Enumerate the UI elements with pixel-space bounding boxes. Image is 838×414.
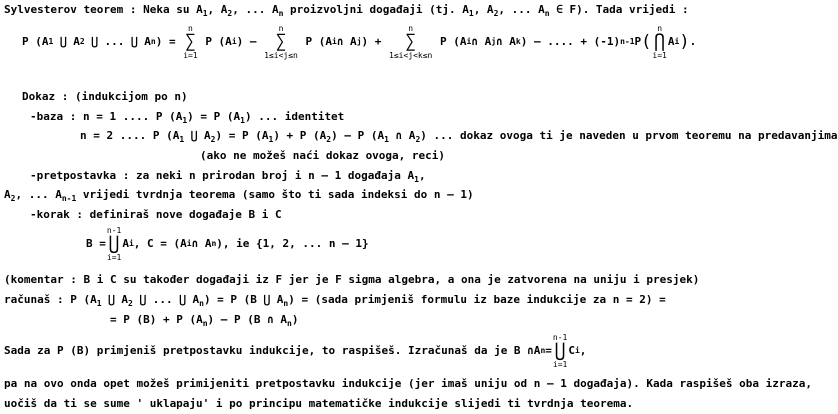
proof-base-n1: -baza : n = 1 .... P $(A_1) = P$ $(A_1)$ ... identitet <box>30 110 345 126</box>
proof-label: Dokaz : (indukcijom po n) <box>22 90 188 103</box>
big-union-c: n-1 ⋃ i=1 <box>552 333 568 369</box>
sum-operator-1: n ∑ i=1 <box>183 24 198 60</box>
induction-line: Sada za P (B) primjeniš pretpostavku indukcije, to raspišeš. Izračunaš da je B ∩An= n-1 ⋃ i=1 Ci, <box>4 333 587 369</box>
big-intersection: n ⋂ i=1 <box>652 24 667 60</box>
proof-step: -korak : definiraš nove događaje B i C <box>30 208 282 221</box>
comment-line: (komentar : B i C su također događaji iz F jer je F sigma algebra, a ona je zatvorena na uniju i presjek) <box>4 273 700 286</box>
proof-base-n2: n = 2 .... P ($A_1$ ⋃ $A_2) = P$ $(A_1) + P$ $(A_2)$ – P ($A_1$ ∩ $A_2$) ... dokaz ovoga ti je naveden u prvom teoremu na predavanjima <box>80 129 838 145</box>
sylvester-formula: P (A1 ⋃ A2 ⋃ ... ⋃ An) = n ∑ i=1 P (Ai) – n ∑ 1≤i<j≤n P (Ai∩ Aj) + n ∑ 1≤i<j<k≤n P (Ai∩ Aj∩ Ak) – .... + (-1)n-1P( n ⋂ i=1 Ai). <box>22 24 697 60</box>
big-union-b: n-1 ⋃ i=1 <box>106 226 122 262</box>
calculation-line-2: = P (B) + P $(A_n)$ – P (B ∩ $A_n$) <box>110 313 299 329</box>
theorem-title: Sylvesterov teorem : <box>4 3 137 16</box>
proof-hypothesis-cont: $A_2$, ... $A_{n-1}$ vrijedi tvrdnja teorema (samo što ti sada indeksi do n – 1) <box>4 188 474 204</box>
proof-hypothesis: -pretpostavka : za neki n prirodan broj i n – 1 događaja $A_1$, <box>30 169 426 185</box>
proof-note: (ako ne možeš naći dokaz ovoga, reci) <box>200 149 446 162</box>
theorem-statement: Sylvesterov teorem : Neka su $A_1$, $A_2$, ... $A_n$ proizvoljni događaji (tj. $A_1$, $A_2$, ... $A_n$ ∈ F). Tada vrijedi : <box>4 3 689 19</box>
definition-b-c: B = n-1 ⋃ i=1 Ai, C = (Ai∩ An), ie {1, 2, ... n – 1} <box>86 226 369 262</box>
sum-operator-3: n ∑ 1≤i<j<k≤n <box>389 24 433 60</box>
final-line-2: uočiš da ti se sume ' uklapaju' i po principu matematičke indukcije slijedi ti tvrdnja teorema. <box>4 397 634 410</box>
intro-prefix: Neka su <box>143 3 197 16</box>
calculation-line: računaš : P ($A_1$ ⋃ $A_2$ ⋃ ... ⋃ $A_n) = P$ (B ⋃ $A_n$) = (sada primjeniš formulu iz baze indukcije za n = 2) = <box>4 293 666 309</box>
final-line-1: pa na ovo onda opet možeš primijeniti pretpostavku indukcije (jer imaš uniju od n – 1 događaja). Kada raspišeš oba izraza, <box>4 377 812 390</box>
sum-operator-2: n ∑ 1≤i<j≤n <box>264 24 298 60</box>
